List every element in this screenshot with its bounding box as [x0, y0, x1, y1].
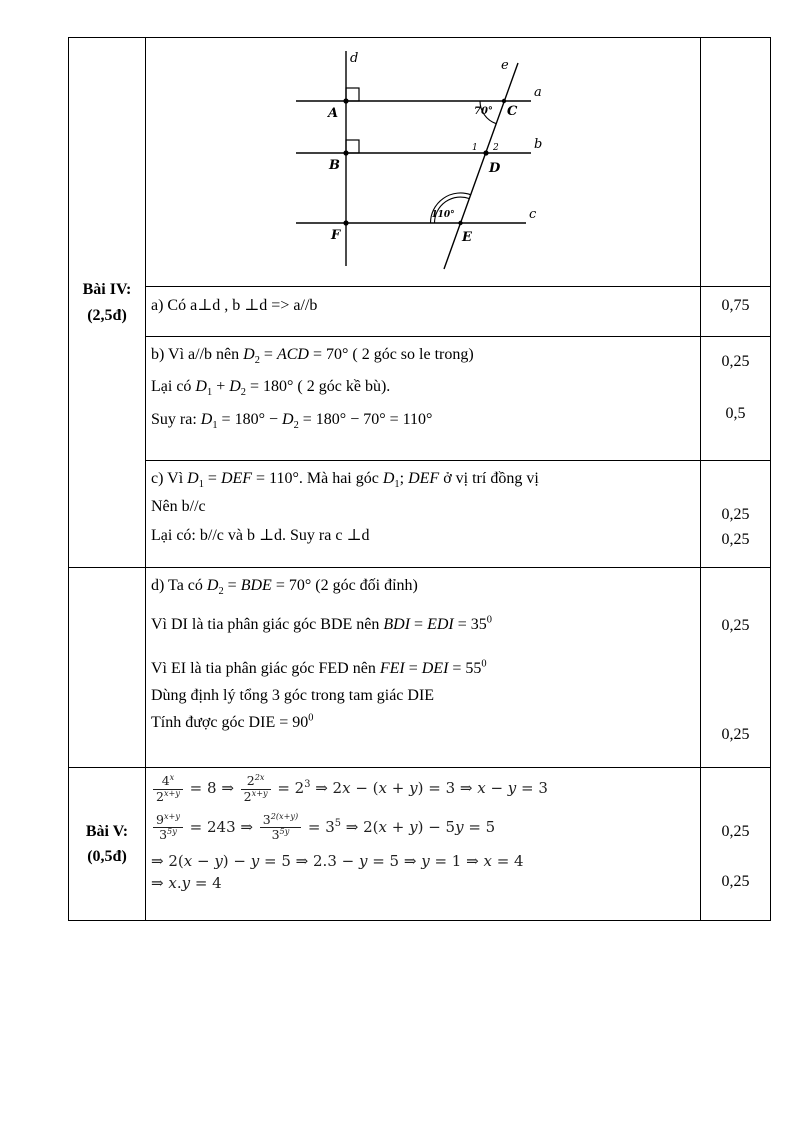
text-segment: ;: [399, 470, 409, 488]
label-line-d: d: [350, 51, 359, 66]
text-segment: Vì EI là tia phân giác góc FED nên: [151, 659, 380, 677]
text-segment: +: [386, 817, 410, 836]
text-segment: DEF: [220, 470, 253, 488]
angle-label-d2: 2: [493, 143, 499, 153]
answer-line: [151, 377, 696, 399]
text-segment: 2x: [254, 772, 265, 783]
text-segment: a) Có a⊥d , b ⊥d => a//b: [151, 297, 318, 315]
text-segment: = 3: [303, 817, 335, 836]
text-segment: x+y: [163, 787, 180, 798]
row-c-content: [146, 461, 701, 568]
text-segment: x: [477, 779, 486, 798]
text-segment: 2: [254, 355, 260, 367]
text-segment: ⇒ 2: [310, 779, 343, 798]
text-segment: .: [176, 873, 182, 892]
text-segment: 2: [156, 788, 164, 804]
text-segment: D: [187, 470, 199, 488]
text-segment: 2: [293, 419, 299, 431]
bai5-content: [146, 768, 701, 921]
fraction-denominator: [153, 787, 183, 804]
text-segment: =: [259, 346, 277, 364]
text-segment: = 5 ⇒: [367, 851, 422, 870]
text-segment: 1: [206, 387, 213, 399]
text-segment: DEF: [408, 470, 440, 488]
text-segment: x: [183, 851, 193, 870]
math-text: [151, 874, 222, 892]
text-segment: = 3: [516, 779, 548, 798]
diagram-cell: [146, 38, 701, 287]
text-segment: −: [485, 779, 508, 798]
text-segment: 3: [159, 827, 168, 843]
text-segment: y: [181, 873, 191, 892]
row-d-label-cell: [69, 568, 146, 768]
answer-line: [151, 713, 696, 732]
label-point-B: B: [329, 158, 340, 173]
answer-line: [151, 469, 696, 491]
text-segment: Vì DI là tia phân giác góc BDE nên: [151, 616, 384, 634]
math-line-4: [151, 874, 696, 892]
math-text: [303, 818, 495, 836]
point-dot-E: [458, 221, 462, 225]
point-dot-D: [483, 150, 488, 155]
bai4-score: (2,5đ): [87, 306, 127, 324]
label-point-F: F: [331, 228, 341, 243]
right-angle-mark-a: [346, 88, 359, 101]
answer-line: [151, 526, 696, 545]
text-segment: ⇒ 2(: [341, 817, 379, 836]
label-line-b: b: [534, 137, 543, 152]
geometry-diagram: [146, 38, 699, 281]
text-segment: EDI: [427, 616, 454, 634]
text-segment: x: [483, 851, 492, 870]
points-cell-bai5: [701, 768, 771, 921]
math-text: [151, 852, 524, 870]
bai5-score: (0,5đ): [87, 848, 127, 866]
points-value: 0,25: [721, 617, 750, 635]
fraction-denominator: [241, 787, 271, 804]
text-segment: = 35: [453, 616, 487, 634]
text-segment: 0: [486, 615, 492, 627]
text-segment: 0: [481, 658, 487, 670]
text-segment: =: [410, 616, 428, 634]
text-segment: Tính được góc DIE = 90: [151, 713, 309, 731]
text-segment: D: [200, 410, 213, 428]
bai5-label: Bài V:: [85, 822, 129, 840]
text-segment: = 1 ⇒: [429, 851, 484, 870]
text-segment: = 2: [272, 779, 305, 798]
text-segment: = 8 ⇒: [184, 779, 239, 798]
answer-line: [151, 576, 696, 598]
text-segment: ) −: [222, 851, 251, 870]
text-segment: ⇒ 2(: [151, 851, 184, 870]
fraction: [239, 774, 273, 804]
text-segment: y: [214, 851, 223, 870]
text-segment: Lại có: [151, 378, 196, 396]
text-segment: 5y: [167, 826, 177, 837]
text-segment: ACD: [276, 346, 309, 364]
answer-line: [151, 296, 696, 315]
text-segment: = 55: [448, 659, 482, 677]
point-dot-C: [502, 99, 506, 103]
text-segment: x: [168, 873, 177, 892]
answer-table: [68, 37, 771, 921]
points-cell-b: [701, 337, 771, 461]
fraction: [151, 810, 185, 843]
text-segment: 2: [246, 773, 255, 789]
answer-line: [151, 345, 696, 367]
text-segment: = 4: [190, 873, 222, 892]
text-segment: 9: [156, 811, 164, 827]
text-segment: 0: [308, 712, 314, 724]
label-point-A: A: [328, 106, 339, 121]
text-segment: y: [409, 817, 418, 836]
text-segment: 5: [334, 817, 342, 829]
text-segment: x+y: [251, 787, 268, 798]
points-cell-c: [701, 461, 771, 568]
math-line-1: [151, 774, 696, 804]
row-b-content: [146, 337, 701, 461]
text-segment: BDE: [240, 577, 272, 595]
text-segment: = 180° −: [217, 410, 282, 428]
answer-line: [151, 659, 696, 678]
text-segment: Lại có: b//c và b ⊥d. Suy ra c ⊥d: [151, 526, 370, 544]
text-segment: D: [229, 378, 241, 396]
answer-line: [151, 410, 696, 429]
text-segment: D: [243, 346, 255, 364]
text-segment: = 5: [463, 817, 496, 836]
text-segment: FEI: [379, 659, 405, 677]
text-segment: 3: [271, 827, 280, 843]
points-value: 0,25: [721, 726, 750, 744]
text-segment: Dùng định lý tổng 3 góc trong tam giác DIE: [151, 686, 435, 704]
text-segment: 5y: [279, 826, 290, 837]
text-segment: − (: [350, 779, 379, 798]
points-value: 0,25: [721, 353, 750, 371]
text-segment: =: [203, 470, 221, 488]
line-e: [444, 63, 518, 269]
answer-line: [151, 497, 696, 516]
points-value: 0,25: [721, 531, 750, 549]
row-diagram: [69, 38, 771, 287]
points-cell-d: [701, 568, 771, 768]
text-segment: D: [282, 410, 294, 428]
points-value: 0,25: [721, 506, 750, 524]
text-segment: y: [358, 851, 368, 870]
point-dot-F: [343, 220, 348, 225]
fraction: [151, 774, 185, 804]
row-d-content: [146, 568, 701, 768]
row-a: [69, 287, 771, 337]
text-segment: y: [409, 779, 418, 798]
text-segment: d) Ta có: [151, 577, 207, 595]
bai4-label: Bài IV:: [82, 281, 132, 298]
angle-label-d1: 1: [472, 143, 478, 153]
label-line-c: c: [529, 207, 537, 222]
text-segment: = 5 ⇒ 2.3 −: [259, 851, 359, 870]
text-segment: x+y: [163, 810, 180, 821]
angle-label-110: 110°: [431, 210, 455, 220]
text-segment: c) Vì: [151, 470, 188, 488]
text-segment: x: [378, 817, 387, 836]
answer-line: [151, 615, 696, 634]
text-segment: b) Vì a//b nên: [151, 346, 244, 364]
text-segment: = 70° (2 góc đối đỉnh): [271, 577, 418, 595]
math-text: [185, 818, 258, 836]
text-segment: Nên b//c: [151, 498, 206, 516]
text-segment: = 180° ( 2 góc kề bù).: [245, 378, 391, 396]
math-text: [273, 779, 548, 797]
label-point-D: D: [489, 161, 501, 176]
text-segment: = 180° − 70° = 110°: [298, 410, 433, 428]
text-segment: ) = 3 ⇒: [417, 779, 478, 798]
bai4-label-cell: [69, 38, 146, 568]
text-segment: y: [455, 817, 464, 836]
answer-line: [151, 686, 696, 705]
point-dot-A: [343, 98, 348, 103]
text-segment: +: [212, 378, 230, 396]
text-segment: D: [382, 470, 395, 488]
math-line-3: [151, 852, 696, 870]
text-segment: Suy ra:: [151, 410, 201, 428]
points-value: 0,5: [725, 405, 746, 423]
text-segment: BDI: [383, 616, 411, 634]
text-segment: ) − 5: [417, 817, 456, 836]
text-segment: = 4: [491, 851, 524, 870]
fraction-denominator: [153, 828, 183, 842]
label-point-E: E: [462, 230, 472, 245]
text-segment: D: [206, 577, 219, 595]
math-line-2: [151, 810, 696, 843]
text-segment: 3: [304, 779, 311, 791]
bai5-label-cell: [69, 768, 146, 921]
text-segment: 2: [218, 586, 224, 598]
text-segment: y: [250, 851, 260, 870]
row-c: [69, 461, 771, 568]
text-segment: DEI: [421, 659, 449, 677]
text-segment: =: [223, 577, 241, 595]
text-segment: 1: [394, 479, 400, 491]
points-value: 0,25: [721, 873, 750, 891]
math-text: [185, 779, 239, 797]
label-line-a: a: [534, 85, 542, 100]
text-segment: 4: [161, 773, 170, 789]
text-segment: 3: [262, 811, 271, 827]
row-b: [69, 337, 771, 461]
text-segment: +: [387, 779, 410, 798]
right-angle-mark-b: [346, 140, 359, 153]
text-segment: ở vị trí đồng vị: [439, 470, 539, 488]
text-segment: 2: [240, 387, 246, 399]
text-segment: 2(x+y): [270, 810, 299, 821]
points-value: 0,75: [721, 297, 750, 315]
row-d: [69, 568, 771, 768]
text-segment: = 243 ⇒: [184, 817, 258, 836]
row-a-content: [146, 287, 701, 337]
angle-label-70: 70°: [474, 106, 493, 117]
text-segment: x: [378, 779, 388, 798]
fraction: [258, 810, 303, 843]
text-segment: x: [342, 779, 351, 798]
text-segment: x: [169, 772, 175, 783]
text-segment: −: [192, 851, 215, 870]
text-segment: 1: [198, 479, 204, 491]
points-cell-a: [701, 287, 771, 337]
text-segment: = 110°. Mà hai góc: [252, 470, 383, 488]
fraction-denominator: [260, 828, 301, 842]
text-segment: =: [404, 659, 422, 677]
point-dot-B: [343, 150, 348, 155]
row-bai5: [69, 768, 771, 921]
text-segment: D: [195, 378, 207, 396]
text-segment: 2: [243, 788, 252, 804]
label-point-C: C: [507, 104, 518, 119]
text-segment: y: [421, 851, 430, 870]
points-value: 0,25: [721, 823, 750, 841]
text-segment: y: [507, 779, 517, 798]
points-cell-diagram: [701, 38, 771, 287]
label-line-e: e: [501, 58, 509, 73]
text-segment: = 70° ( 2 góc so le trong): [308, 346, 474, 364]
text-segment: 1: [212, 419, 218, 431]
text-segment: ⇒: [151, 873, 169, 892]
